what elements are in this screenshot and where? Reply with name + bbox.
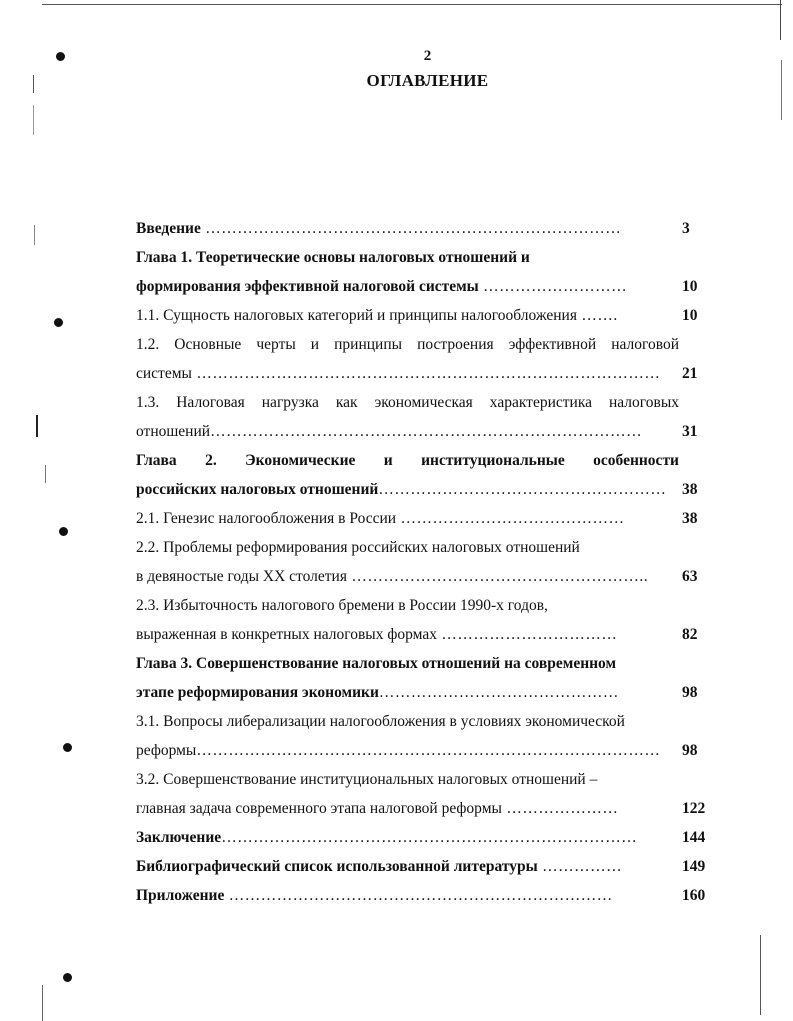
toc-entry — [136, 504, 718, 533]
punch-hole — [59, 527, 68, 536]
toc-leader-dots: ………………… — [501, 800, 619, 817]
toc-entry-title: 2.1. Генезис налогообложения в России — [136, 510, 397, 527]
toc-entry — [136, 475, 718, 504]
toc-page-number: 3 — [682, 220, 690, 237]
toc-entry — [136, 330, 718, 359]
toc-entry — [136, 301, 718, 330]
toc-entry-text — [136, 707, 679, 736]
toc-entry-text — [136, 765, 679, 794]
toc-entry-title: этапе реформирования экономики — [136, 684, 379, 701]
toc-leader-dots: …………………………………………………………………… — [200, 220, 622, 237]
toc-entry-text — [136, 881, 679, 910]
toc-entry — [136, 533, 718, 562]
toc-page-number: 122 — [682, 800, 706, 817]
toc-entry — [136, 794, 718, 823]
toc-entry — [136, 272, 718, 301]
toc-leader-dots: …………… — [537, 858, 623, 875]
toc-page-number: 31 — [682, 423, 698, 440]
toc-entry-text — [136, 388, 679, 417]
toc-entry-title: Введение — [136, 220, 201, 237]
toc-leader-dots: …………………………………… — [396, 510, 625, 527]
toc-entry-text — [136, 533, 679, 562]
punch-hole — [63, 973, 72, 982]
toc-entry-text — [136, 475, 679, 504]
scan-mark — [34, 225, 35, 245]
toc-leader-dots: ……………………………………………………………… — [224, 887, 613, 904]
toc-entry-title: главная задача современного этапа налоговой реформы — [136, 800, 502, 817]
toc-entry — [136, 852, 718, 881]
toc-entry-text — [136, 794, 679, 823]
toc-entry-title: отношений — [136, 423, 211, 440]
toc-entry-title: Библиографический список использованной литературы — [136, 858, 538, 875]
toc-leader-dots: ……………………………………… — [378, 684, 619, 701]
toc-entry-title: реформы — [136, 742, 197, 759]
toc-entry-text — [136, 243, 679, 272]
table-of-contents — [136, 214, 718, 910]
toc-entry — [136, 707, 718, 736]
toc-entry-title: российских налоговых отношений — [136, 481, 379, 498]
toc-entry-text — [136, 214, 679, 243]
toc-entry-text — [136, 330, 679, 359]
toc-leader-dots: ……………………………………………… — [378, 481, 667, 498]
punch-hole — [63, 743, 72, 752]
toc-entry-text — [136, 649, 679, 678]
toc-entry — [136, 243, 718, 272]
toc-page-number: 149 — [682, 858, 706, 875]
toc-entry — [136, 359, 718, 388]
toc-entry — [136, 562, 718, 591]
toc-leader-dots: ……………………………………………………………………… — [210, 423, 643, 440]
toc-entry-text — [136, 620, 679, 649]
toc-entry-text — [136, 359, 679, 388]
toc-entry — [136, 678, 718, 707]
toc-page-number: 10 — [682, 307, 698, 324]
toc-entry — [136, 620, 718, 649]
toc-entry-text — [136, 446, 679, 475]
toc-leader-dots: ……………………… — [478, 278, 628, 295]
toc-leader-dots: …………………………………………………………………… — [221, 829, 638, 846]
scan-mark — [33, 105, 34, 135]
toc-entry-text — [136, 678, 679, 707]
toc-entry-title: выраженная в конкретных налоговых формах — [136, 626, 437, 643]
toc-page-number: 10 — [682, 278, 698, 295]
toc-leader-dots: ……………………………………………….. — [346, 568, 649, 585]
toc-entry — [136, 736, 718, 765]
toc-entry-title: 2.3. Избыточность налогового бремени в России 1990-х годов, — [136, 597, 548, 614]
toc-entry-title: Приложение — [136, 887, 225, 904]
toc-entry-title: Глава 2. Экономические и институциональные особенности — [136, 452, 679, 469]
toc-leader-dots: …………………………………………………………………………… — [196, 742, 661, 759]
toc-page-number: 144 — [682, 829, 706, 846]
toc-entry-title: системы — [136, 365, 192, 382]
scan-mark — [45, 465, 46, 483]
page-title: ОГЛАВЛЕНИЕ — [366, 71, 489, 90]
scan-edge-top — [42, 4, 782, 5]
toc-entry-title: Глава 1. Теоретические основы налоговых отношений и — [136, 249, 530, 266]
toc-entry-text — [136, 562, 679, 591]
toc-entry-title: 1.2. Основные черты и принципы построения эффективной налоговой — [136, 336, 679, 353]
toc-entry-title: 3.2. Совершенствование институциональных налоговых отношений – — [136, 771, 598, 788]
toc-entry — [136, 446, 718, 475]
toc-entry — [136, 417, 718, 446]
toc-leader-dots: ……. — [576, 307, 618, 324]
toc-page-number: 21 — [682, 365, 698, 382]
punch-hole — [54, 318, 63, 327]
toc-entry-text — [136, 736, 679, 765]
toc-entry — [136, 649, 718, 678]
scan-edge-bottom-right — [760, 935, 761, 1015]
toc-entry-title: 1.1. Сущность налоговых категорий и принципы налогообложения — [136, 307, 577, 324]
toc-entry — [136, 388, 718, 417]
toc-entry — [136, 214, 718, 243]
toc-page-number: 38 — [682, 510, 698, 527]
scan-edge-bottom-left — [42, 985, 43, 1021]
scan-mark — [36, 415, 38, 437]
toc-entry-text — [136, 272, 679, 301]
toc-entry — [136, 591, 718, 620]
toc-page-number: 98 — [682, 742, 698, 759]
toc-page-number: 63 — [682, 568, 698, 585]
toc-leader-dots: …………………………………………………………………………… — [191, 365, 661, 382]
toc-page-number: 38 — [682, 481, 698, 498]
toc-entry-title: Глава 3. Совершенствование налоговых отношений на современном — [136, 655, 617, 672]
toc-page-number: 98 — [682, 684, 698, 701]
toc-entry — [136, 765, 718, 794]
toc-entry-title: Заключение — [136, 829, 222, 846]
toc-entry-title: 2.2. Проблемы реформирования российских налоговых отношений — [136, 539, 580, 556]
page-number: 2 — [423, 48, 432, 64]
toc-entry-text — [136, 852, 679, 881]
toc-leader-dots: …………………………… — [437, 626, 618, 643]
toc-entry-title: 1.3. Налоговая нагрузка как экономическая характеристика налоговых — [136, 394, 679, 411]
toc-page-number: 160 — [682, 887, 706, 904]
toc-entry-text — [136, 591, 679, 620]
toc-entry — [136, 881, 718, 910]
toc-entry-title: в девяностые годы XX столетия — [136, 568, 347, 585]
toc-entry-title: формирования эффективной налоговой системы — [136, 278, 479, 295]
toc-entry-text — [136, 301, 679, 330]
toc-entry-text — [136, 823, 679, 852]
scan-edge-right — [780, 0, 781, 40]
toc-page-number: 82 — [682, 626, 698, 643]
toc-entry-text — [136, 504, 679, 533]
toc-entry-text — [136, 417, 679, 446]
toc-entry-title: 3.1. Вопросы либерализации налогообложения в условиях экономической — [136, 713, 625, 730]
toc-entry — [136, 823, 718, 852]
